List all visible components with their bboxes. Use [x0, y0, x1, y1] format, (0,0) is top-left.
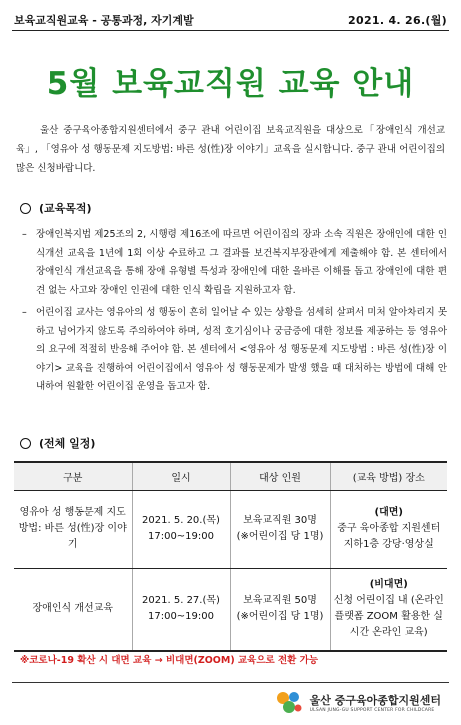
header-category: 보육교직원교육 - 공통과정, 자기계발 — [14, 14, 194, 27]
cell-datetime — [132, 568, 230, 651]
center-logo — [274, 689, 441, 715]
logo-name: 울산 중구육아종합지원센터 — [309, 693, 441, 707]
header-date: 2021. 4. 26.(월) — [348, 14, 447, 27]
purpose-item-text: 어린이집 교사는 영유아의 성 행동이 흔히 일어날 수 있는 상황을 섬세히 살펴서 미처 알아차리지 못하고 넘어가지 않도록 주의하여야 하며, 성적 호기심이나 궁금증에 대한 정보를 제공하는 등 영유아의 요구에 적절히 반응해 주어야 함. 본 센터에서 <영유아 성 행동문제 지도방법 : 바른 성(性)장 이야기> 교육을 진행하여 어린이집에서 영유아 성 행동문제가 발생 했을 때 대처하는 방법에 대해 안내하여 원활한 어린이집 운영을 돕고자 함. — [36, 307, 447, 392]
cell-target-count: 보육교직원 50명 — [243, 595, 317, 607]
header-bar — [14, 9, 447, 31]
center-logo-icon — [274, 689, 304, 715]
header-divider — [12, 30, 449, 31]
purpose-list — [22, 226, 447, 401]
table-header-row — [14, 462, 447, 490]
circle-bullet-icon — [20, 203, 31, 214]
cell-place-text: 중구 육아종합 지원센터 지하1층 강당·영상실 — [337, 523, 441, 550]
footer-divider — [12, 682, 449, 683]
cell-time: 17:00~19:00 — [147, 531, 214, 542]
cell-method: (대면) — [374, 507, 403, 518]
column-header: 일시 — [132, 462, 230, 490]
cell-date: 2021. 5. 27.(목) — [142, 595, 220, 607]
cell-time: 17:00~19:00 — [147, 611, 214, 623]
page-title: 5월 보육교직원 교육 안내 — [46, 66, 415, 102]
list-item — [22, 226, 447, 300]
cell-target-note: (※어린이집 당 1명) — [236, 531, 324, 542]
cell-place — [330, 568, 447, 651]
cell-place — [330, 490, 447, 568]
cell-category: 영유아 성 행동문제 지도방법: 바른 성(性)장 이야기 — [14, 490, 132, 568]
cell-category: 장애인식 개선교육 — [14, 568, 132, 651]
cell-date: 2021. 5. 20.(목) — [142, 515, 220, 526]
circle-bullet-icon — [20, 438, 31, 449]
table-row — [14, 568, 447, 651]
list-item — [22, 304, 447, 397]
purpose-heading-label: (교육목적) — [39, 202, 92, 215]
dash-bullet-icon: – — [22, 229, 27, 240]
cell-target-count: 보육교직원 30명 — [243, 515, 317, 526]
cell-method: (비대면) — [369, 579, 408, 591]
cell-target-note: (※어린이집 당 1명) — [236, 611, 324, 623]
cell-datetime — [132, 490, 230, 568]
cell-place-text: 신청 어린이집 내 (온라인 플랫폼 ZOOM 활용한 실시간 온라인 교육) — [333, 595, 444, 639]
intro-paragraph: 울산 중구육아종합지원센터에서 중구 관내 어린이집 보육교직원을 대상으로「장애인식 개선교육」, 「영유아 성 행동문제 지도방법: 바른 성(性)장 이야기」교육을 실시합니다. 중구 관내 어린이집의 많은 신청바랍니다. — [16, 125, 445, 174]
column-header: 구분 — [14, 462, 132, 490]
dash-bullet-icon: – — [22, 307, 27, 318]
logo-subtitle: ULSAN JUNG-GU SUPPORT CENTER FOR CHILDCARE — [309, 707, 435, 713]
covid-notice: ※코로나-19 확산 시 대면 교육 → 비대면(ZOOM) 교육으로 전환 가능 — [20, 655, 319, 666]
purpose-item-text: 장애인복지법 제25조의 2, 시행령 제16조에 따르면 어린이집의 장과 소속 직원은 장애인에 대한 인식개선 교육을 1년에 1회 이상 수료하고 그 결과를 보건복지부장관에게 제출해야 함. 본 센터에서 장애인식 개선교육을 통해 장애 유형별 특성과 장애인에 대한 올바른 이해를 돕고 장애인에 대한 편견 없는 사고와 장애인 인권에 대한 인식 확립을 지원하고자 함. — [36, 229, 447, 296]
schedule-heading — [20, 435, 95, 451]
cell-target — [230, 568, 330, 651]
column-header: 대상 인원 — [230, 462, 330, 490]
schedule-heading-label: (전체 일정) — [39, 437, 96, 450]
schedule-table — [14, 461, 447, 652]
column-header: (교육 방법) 장소 — [330, 462, 447, 490]
purpose-heading — [20, 200, 92, 216]
table-row — [14, 490, 447, 568]
cell-target — [230, 490, 330, 568]
